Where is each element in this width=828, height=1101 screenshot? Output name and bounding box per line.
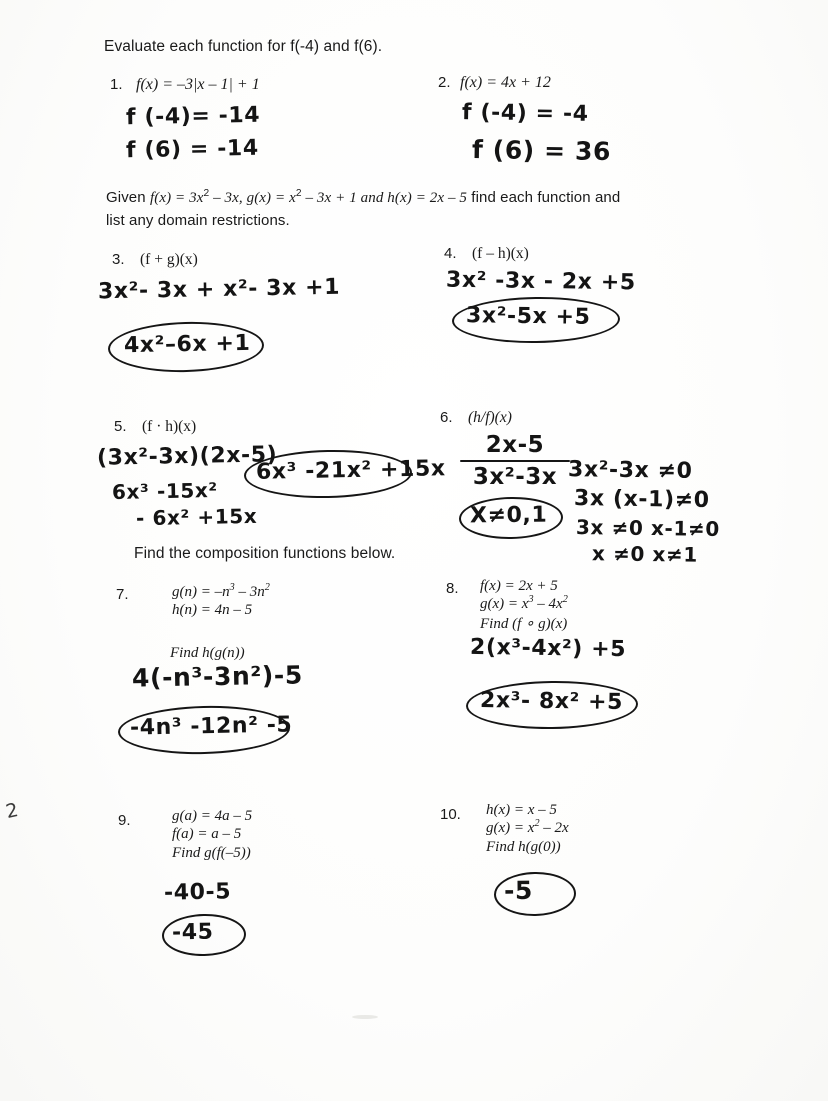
given-g-exp: 2 bbox=[295, 188, 302, 199]
margin-mark: 2 bbox=[3, 798, 21, 824]
problem-10-number: 10. bbox=[440, 806, 461, 823]
problem-7-number: 7. bbox=[116, 586, 129, 603]
composition-instruction: Find the composition functions below. bbox=[134, 545, 396, 562]
problem-6-side-work-1: 3x²-3x ≠0 bbox=[567, 457, 693, 484]
problem-5-answer: 6x³ -21x² +15x bbox=[255, 456, 446, 485]
problem-10-find-text: Find h(g(0)) bbox=[486, 839, 561, 855]
problem-5-work-line-1: (3x²-3x)(2x-5) bbox=[96, 442, 278, 471]
given-f: f(x) = 3x bbox=[149, 190, 204, 206]
problem-9-def-1: g(a) = 4a – 5 bbox=[172, 808, 253, 824]
problem-6-side-work-4: x ≠0 x≠1 bbox=[591, 541, 699, 567]
given-f-exp: 2 bbox=[203, 188, 210, 199]
problem-7-find-text: Find h(g(n)) bbox=[170, 645, 245, 661]
given-line-1 bbox=[106, 189, 620, 207]
problem-6-label: (h/f)(x) bbox=[468, 409, 512, 426]
problem-3-work-line-1: 3x²- 3x + x²- 3x +1 bbox=[97, 274, 341, 305]
problem-6-denominator: 3x²-3x bbox=[472, 464, 558, 491]
problem-7-def-2: h(n) = 4n – 5 bbox=[172, 602, 253, 618]
problem-8-answer: 2x³- 8x² +5 bbox=[479, 688, 624, 715]
given-line-2: list any domain restrictions. bbox=[106, 212, 290, 229]
problem-8-find bbox=[480, 614, 567, 633]
problem-8-def2-exp: 3 bbox=[528, 594, 534, 605]
problem-6-answer: X≠0,1 bbox=[469, 502, 548, 529]
problem-10-def2-exp: 2 bbox=[534, 818, 540, 829]
problem-9-number: 9. bbox=[118, 812, 131, 829]
problem-9-find bbox=[172, 844, 251, 862]
scan-smudge bbox=[352, 1015, 378, 1019]
problem-10-def2-rest: – 2x bbox=[539, 820, 569, 836]
problem-4-number: 4. bbox=[444, 245, 457, 262]
given-g-rest: – 3x + 1 and bbox=[301, 190, 388, 206]
problem-1-statement: f(x) = –3|x – 1| + 1 bbox=[136, 76, 260, 93]
problem-6-fraction bbox=[460, 432, 570, 490]
problem-9-find-text: Find g(f(–5)) bbox=[172, 845, 251, 861]
problem-7-def1-exp: 3 bbox=[229, 582, 235, 593]
problem-2-statement: f(x) = 4x + 12 bbox=[460, 74, 551, 91]
problem-2-number: 2. bbox=[438, 74, 451, 91]
given-h: h(x) = 2x – 5 bbox=[387, 190, 468, 206]
problem-5-work-line-3: - 6x² +15x bbox=[135, 503, 258, 531]
problem-8-def-1: f(x) = 2x + 5 bbox=[480, 578, 558, 594]
problem-8-find-text: Find (f ∘ g)(x) bbox=[480, 616, 568, 632]
problem-9-work-line-1: -40-5 bbox=[163, 879, 232, 906]
problem-7-work-line-1: 4(-n³-3n²)-5 bbox=[131, 660, 304, 693]
problem-1-work-line-2: f (6) = -14 bbox=[125, 135, 259, 164]
problem-8-def2-exp2: 2 bbox=[562, 594, 568, 605]
problem-1-number: 1. bbox=[110, 76, 123, 93]
problem-8-def-2 bbox=[480, 596, 568, 613]
problem-5-label: (f · h)(x) bbox=[142, 418, 197, 435]
problem-7-def1-rest: – 3n bbox=[234, 584, 265, 600]
problem-4-work-line-1: 3x² -3x - 2x +5 bbox=[445, 267, 636, 296]
problem-7-find bbox=[170, 644, 245, 662]
problem-5-number: 5. bbox=[114, 418, 127, 435]
given-text-end: find each function and bbox=[467, 189, 621, 206]
problem-10-find bbox=[486, 838, 561, 856]
problem-8-def2-text: g(x) = x bbox=[480, 596, 529, 612]
problem-7-def1-text: g(n) = –n bbox=[172, 584, 230, 600]
given-text-a: Given bbox=[106, 189, 150, 206]
problem-10-def-2 bbox=[486, 820, 569, 837]
problem-9-def-2: f(a) = a – 5 bbox=[172, 826, 242, 842]
problem-9-answer: -45 bbox=[171, 919, 214, 946]
problem-8-work-line-1: 2(x³-4x²) +5 bbox=[469, 634, 627, 663]
problem-6-numerator: 2x-5 bbox=[485, 432, 545, 458]
problem-10-def-1: h(x) = x – 5 bbox=[486, 802, 557, 818]
problem-4-label: (f – h)(x) bbox=[472, 245, 529, 262]
problem-6-side-work-3: 3x ≠0 x-1≠0 bbox=[575, 514, 720, 542]
problem-6-number: 6. bbox=[440, 409, 453, 426]
page-instruction-evaluate: Evaluate each function for f(-4) and f(6). bbox=[104, 38, 383, 55]
problem-7-def1-exp2: 2 bbox=[264, 582, 270, 593]
problem-10-def2-text: g(x) = x bbox=[486, 820, 535, 836]
given-f-rest: – 3x, bbox=[209, 190, 243, 206]
problem-8-def2-rest: – 4x bbox=[533, 596, 563, 612]
problem-4-answer: 3x²-5x +5 bbox=[465, 303, 591, 330]
problem-2-work-line-2: f (6) = 36 bbox=[471, 135, 612, 166]
problem-3-label: (f + g)(x) bbox=[140, 251, 198, 268]
given-g: g(x) = x bbox=[242, 190, 296, 206]
problem-7-answer: -4n³ -12n² -5 bbox=[129, 712, 293, 741]
problem-2-work-line-1: f (-4) = -4 bbox=[461, 100, 589, 127]
problem-6-side-work-2: 3x (x-1)≠0 bbox=[573, 486, 710, 513]
problem-8-number: 8. bbox=[446, 580, 459, 597]
problem-10-answer: -5 bbox=[503, 875, 534, 906]
problem-3-number: 3. bbox=[112, 251, 125, 268]
problem-6-fraction-bar bbox=[460, 460, 570, 462]
problem-3-answer: 4x²–6x +1 bbox=[123, 330, 251, 359]
problem-7-def-1 bbox=[172, 584, 270, 601]
problem-1-work-line-1: f (-4)= -14 bbox=[125, 102, 261, 131]
problem-5-work-line-2: 6x³ -15x² bbox=[111, 477, 218, 505]
